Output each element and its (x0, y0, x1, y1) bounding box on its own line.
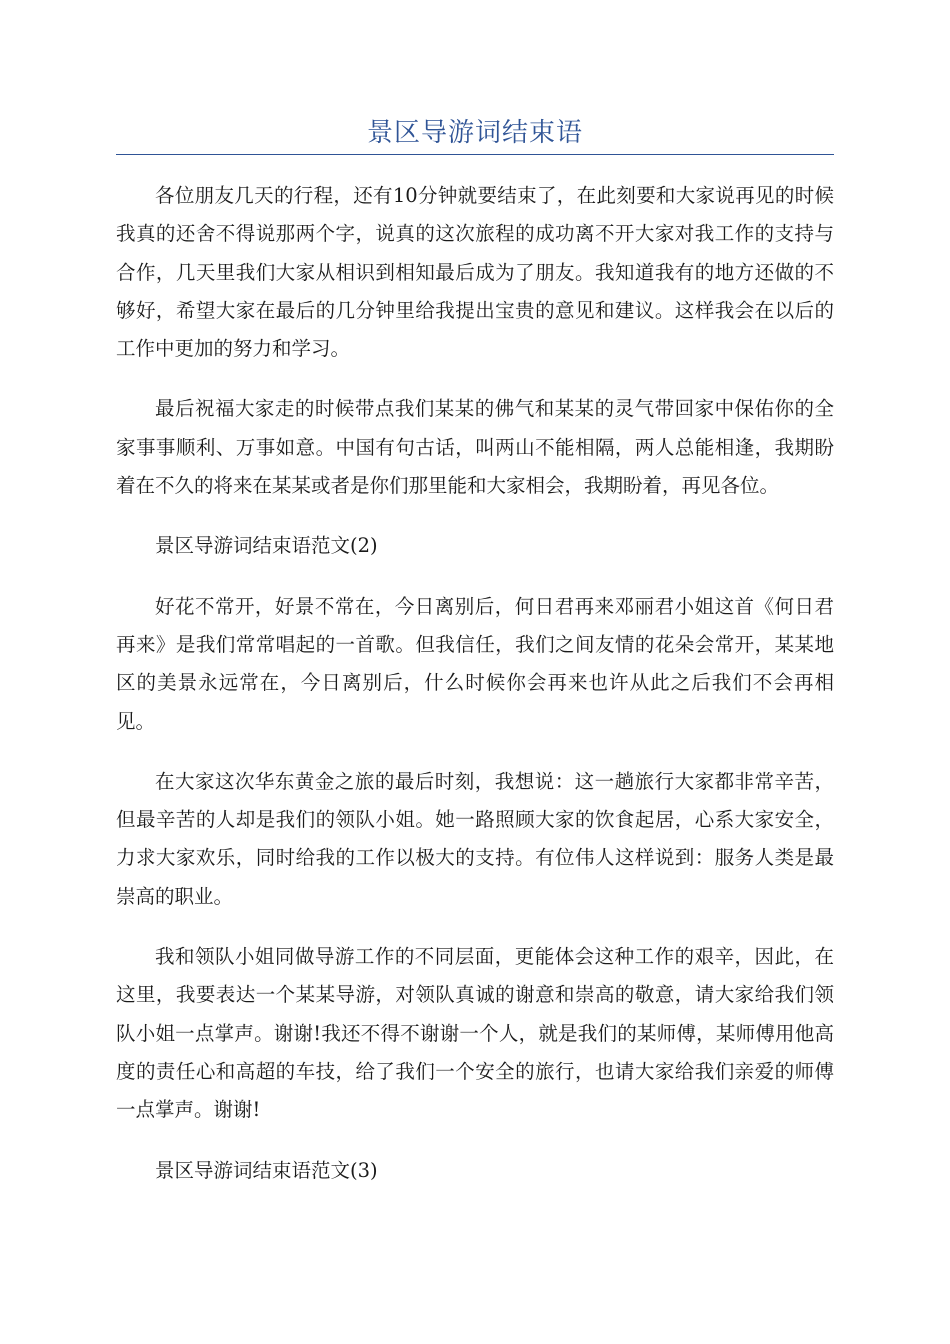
paragraph-tour-leader: 在大家这次华东黄金之旅的最后时刻，我想说：这一趟旅行大家都非常辛苦，但最辛苦的人却是我们的领队小姐。她一路照顾大家的饮食起居，心系大家安全，力求大家欢乐，同时给我的工作以极大的支持。有位伟人这样说到：服务人类是最崇高的职业。 (116, 769, 834, 908)
title-underline (116, 154, 834, 155)
document-body (116, 177, 834, 1212)
document-title: 景区导游词结束语 (366, 118, 583, 148)
paragraph-thanks: 我和领队小姐同做导游工作的不同层面，更能体会这种工作的艰辛，因此，在这里，我要表达一个某某导游，对领队真诚的谢意和崇高的敬意，请大家给我们领队小姐一点掌声。谢谢!我还不得不谢谢一个人，就是我们的某师傅，某师傅用他高度的责任心和高超的车技，给了我们一个安全的旅行，也请大家给我们亲爱的师傅一点掌声。谢谢! (116, 945, 834, 1122)
paragraph-song: 好花不常开，好景不常在，今日离别后，何日君再来邓丽君小姐这首《何日君再来》是我们常常唱起的一首歌。但我信任，我们之间友情的花朵会常开，某某地区的美景永远常在，今日离别后，什么时候你会再来也许从此之后我们不会再相见。 (116, 594, 834, 733)
section-heading-3: 景区导游词结束语范文(3) (155, 1158, 378, 1182)
title-block (116, 112, 834, 156)
paragraph-farewell: 各位朋友几天的行程，还有10分钟就要结束了，在此刻要和大家说再见的时候我真的还舍不得说那两个字，说真的这次旅程的成功离不开大家对我工作的支持与合作，几天里我们大家从相识到相知最后成为了朋友。我知道我有的地方还做的不够好，希望大家在最后的几分钟里给我提出宝贵的意见和建议。这样我会在以后的工作中更加的努力和学习。 (116, 184, 834, 361)
paragraph-blessing: 最后祝福大家走的时候带点我们某某的佛气和某某的灵气带回家中保佑你的全家事事顺利、万事如意。中国有句古话，叫两山不能相隔，两人总能相逢，我期盼着在不久的将来在某某或者是你们那里能和大家相会，我期盼着，再见各位。 (116, 397, 834, 498)
section-heading-2: 景区导游词结束语范文(2) (155, 534, 378, 558)
